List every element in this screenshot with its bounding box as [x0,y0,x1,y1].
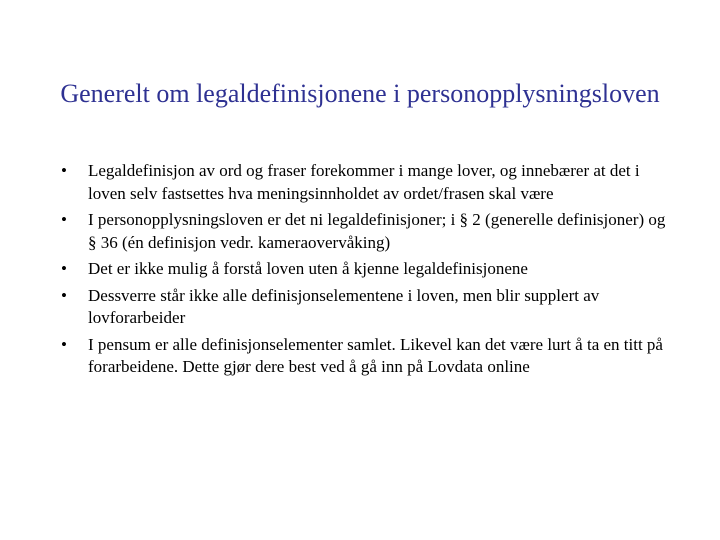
bullet-text: Legaldefinisjon av ord og fraser forekommer i mange lover, og innebærer at det i loven selv fastsettes hva meningsinnholdet av ordet/frasen skal være [88,161,640,203]
bullet-item [58,285,678,330]
bullet-marker: • [61,334,67,354]
bullet-item [58,334,678,379]
bullet-marker: • [61,259,67,278]
bullet-text: I personopplysningsloven er det ni legaldefinisjoner; i § 2 (generelle definisjoner) og § 36 (én definisjon vedr. kameraovervåking) [88,210,666,252]
bullet-list [58,160,678,383]
slide-title: Generelt om legaldefinisjonene i personopplysningsloven [60,79,660,108]
bullet-marker: • [61,285,67,305]
bullet-item [58,209,678,254]
bullet-marker: • [61,210,67,229]
bullet-text: Dessverre står ikke alle definisjonselementene i loven, men blir supplert av lovforarbeider [88,285,600,327]
bullet-marker: • [61,161,67,180]
bullet-text: Det er ikke mulig å forstå loven uten å kjenne legaldefinisjonene [88,259,528,278]
bullet-item [58,160,678,205]
bullet-text: I pensum er alle definisjonselementer samlet. Likevel kan det være lurt å ta en titt på forarbeidene. Dette gjør dere best ved å gå inn på Lovdata online [88,334,663,376]
bullet-item [58,258,678,281]
